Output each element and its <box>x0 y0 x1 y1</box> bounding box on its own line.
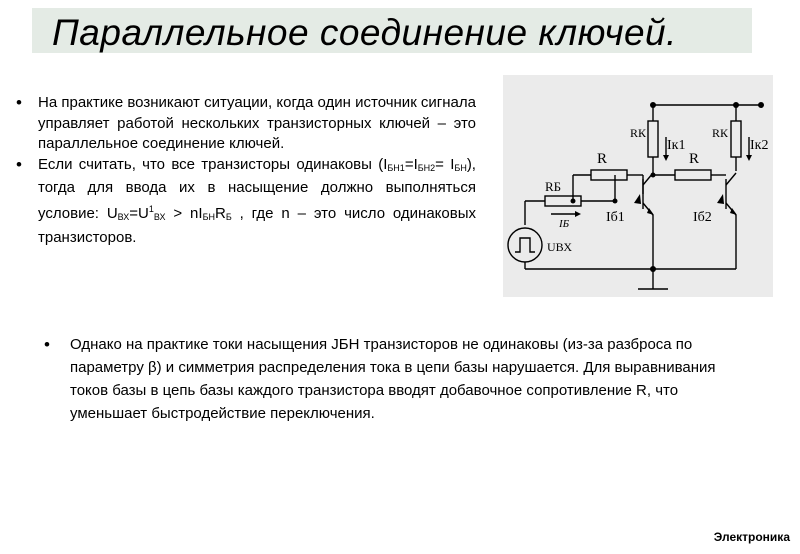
subscript: БН2 <box>417 162 436 173</box>
label-ik1: Iк1 <box>667 138 686 153</box>
label-r2: R <box>689 151 700 167</box>
label-rb: RБ <box>545 179 562 194</box>
subscript: Б <box>225 211 232 222</box>
bottom-bullet-list <box>44 333 756 425</box>
subscript: БН1 <box>387 162 405 173</box>
subscript: ВХ <box>153 211 166 222</box>
bullet-text-part: = I <box>435 155 455 173</box>
bullet-item <box>44 333 756 425</box>
bullet-text-part: > nI <box>165 204 203 222</box>
subscript: БН <box>454 162 467 173</box>
superscript: 1 <box>148 203 154 214</box>
label-ib2: Iб2 <box>693 210 712 225</box>
subscript: ВХ <box>117 211 130 222</box>
bullet-text-part: =I <box>404 155 418 173</box>
bullet-text-part: Если считать, что все транзисторы одинаковы (I <box>38 155 388 173</box>
circuit-svg <box>503 75 773 297</box>
bullet-text-part: , где n – это число одинаковых транзисторов. <box>38 204 477 246</box>
label-rk1: RК <box>630 126 647 140</box>
bullet-item <box>14 93 476 155</box>
label-rk2: RК <box>712 126 729 140</box>
bullet-text: Однако на практике токи насыщения JБН транзисторов не одинаковы (из-за разброса по параметру β) и симметрия распределения тока в цепи базы нарушается. Для выравнивания токов базы в цепь базы каждого транзистора вводят добавочное сопротивление R, что уменьшает быстродействие переключения. <box>70 336 716 422</box>
circuit-diagram <box>503 75 773 297</box>
label-ik2: Iк2 <box>750 138 769 153</box>
bullet-text: На практике возникают ситуации, когда один источник сигнала управляет работой нескольких транзисторных ключей – это параллельное соединение ключей. <box>38 94 476 153</box>
top-bullet-list <box>14 93 476 248</box>
label-ib1: Iб1 <box>606 210 625 225</box>
slide-title: Параллельное соединение ключей. <box>52 12 677 53</box>
subscript: БН <box>202 211 215 222</box>
label-uin: UВХ <box>547 240 573 254</box>
bullet-item <box>14 155 476 248</box>
footer-label: Электроника <box>713 530 790 544</box>
bullet-text-part: R <box>214 204 226 222</box>
label-r1: R <box>597 151 608 167</box>
bullet-text-part: =U <box>129 204 149 222</box>
bullet-text-part: ), тогда для ввода их в насыщение должно выполняться условие: U <box>38 155 476 222</box>
label-ib: IБ <box>559 218 570 230</box>
